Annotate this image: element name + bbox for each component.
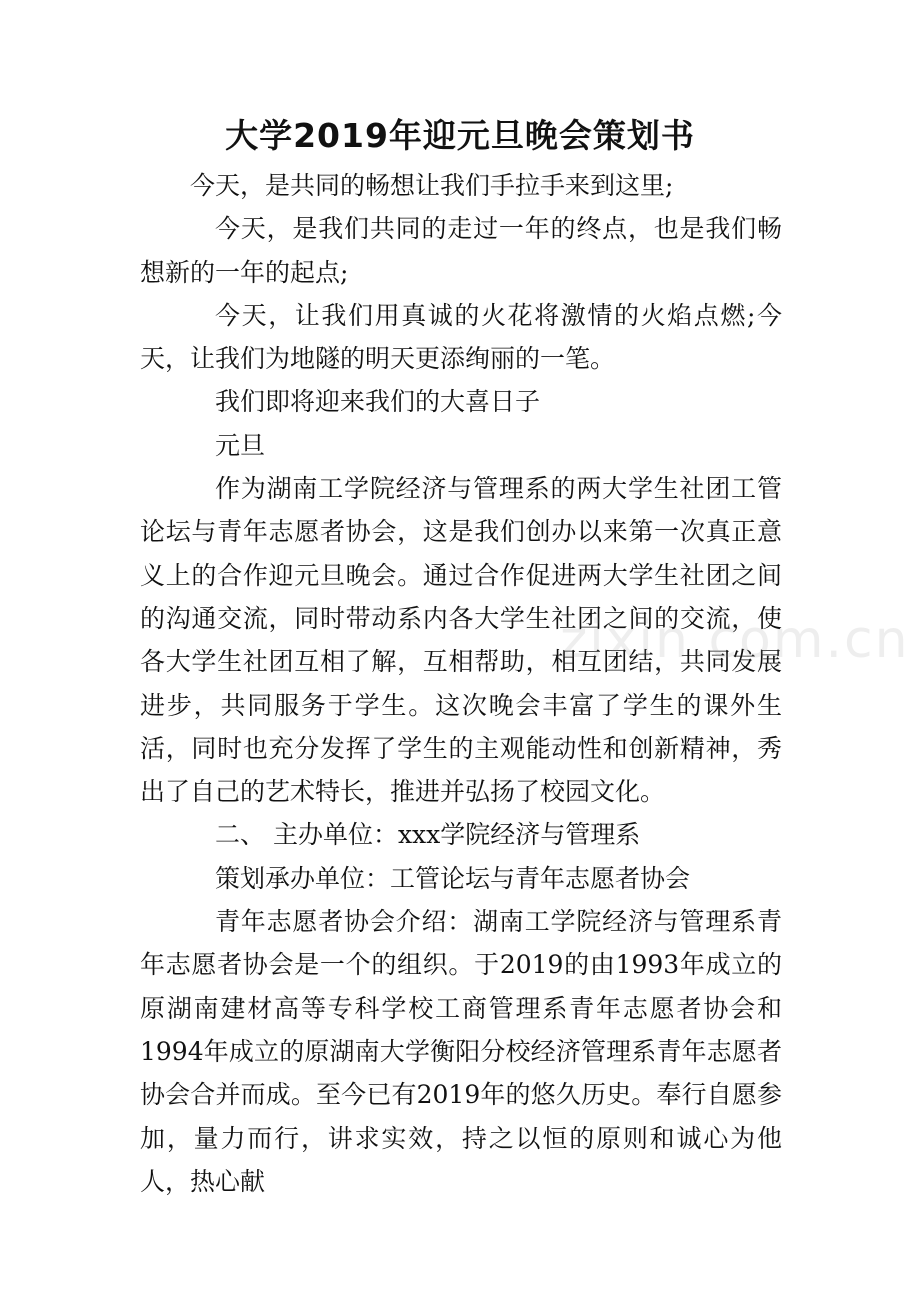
paragraph: 我们即将迎来我们的大喜日子 xyxy=(215,387,541,417)
paragraph: 今天，是共同的畅想让我们手拉手来到这里; xyxy=(190,171,674,200)
paragraph: 策划承办单位：工管论坛与青年志愿者协会 xyxy=(215,863,691,893)
paragraph: 青年志愿者协会介绍：湖南工学院经济与管理系青年志愿者协会是一个的组织。于2019的由1993年成立的原湖南建材高等专科学校工商管理系青年志愿者协会和1994年成立的原湖南大学衡阳分校经济管理系青年志愿者协会合并而成。至今已有2019年的悠久历史。奉行自愿参加，量力而行，讲求实效，持之以恒的原则和诚心为他人，热心献 xyxy=(140,907,782,1196)
paragraph: 作为湖南工学院经济与管理系的两大学生社团工管论坛与青年志愿者协会，这是我们创办以来第一次真正意义上的合作迎元旦晚会。通过合作促进两大学生社团之间的沟通交流，同时带动系内各大学生社团之间的交流，使各大学生社团互相了解，互相帮助，相互团结，共同发展进步，共同服务于学生。这次晚会丰富了学生的课外生活，同时也充分发挥了学生的主观能动性和创新精神，秀出了自己的艺术特长，推进并弘扬了校园文化。 xyxy=(140,474,782,807)
paragraph: 元旦 xyxy=(215,430,266,460)
watermark: zixin.com.cn xyxy=(560,610,910,670)
document-body xyxy=(140,164,782,1203)
section-heading: 二、 主办单位：xxx学院经济与管理系 xyxy=(215,820,641,850)
paragraph: 今天，是我们共同的走过一年的终点，也是我们畅想新的一年的起点; xyxy=(140,214,782,287)
document-title: 大学2019年迎元旦晚会策划书 xyxy=(225,116,695,155)
paragraph: 今天，让我们用真诚的火花将激情的火焰点燃;今天，让我们为地隧的明天更添绚丽的一笔。 xyxy=(140,300,782,374)
